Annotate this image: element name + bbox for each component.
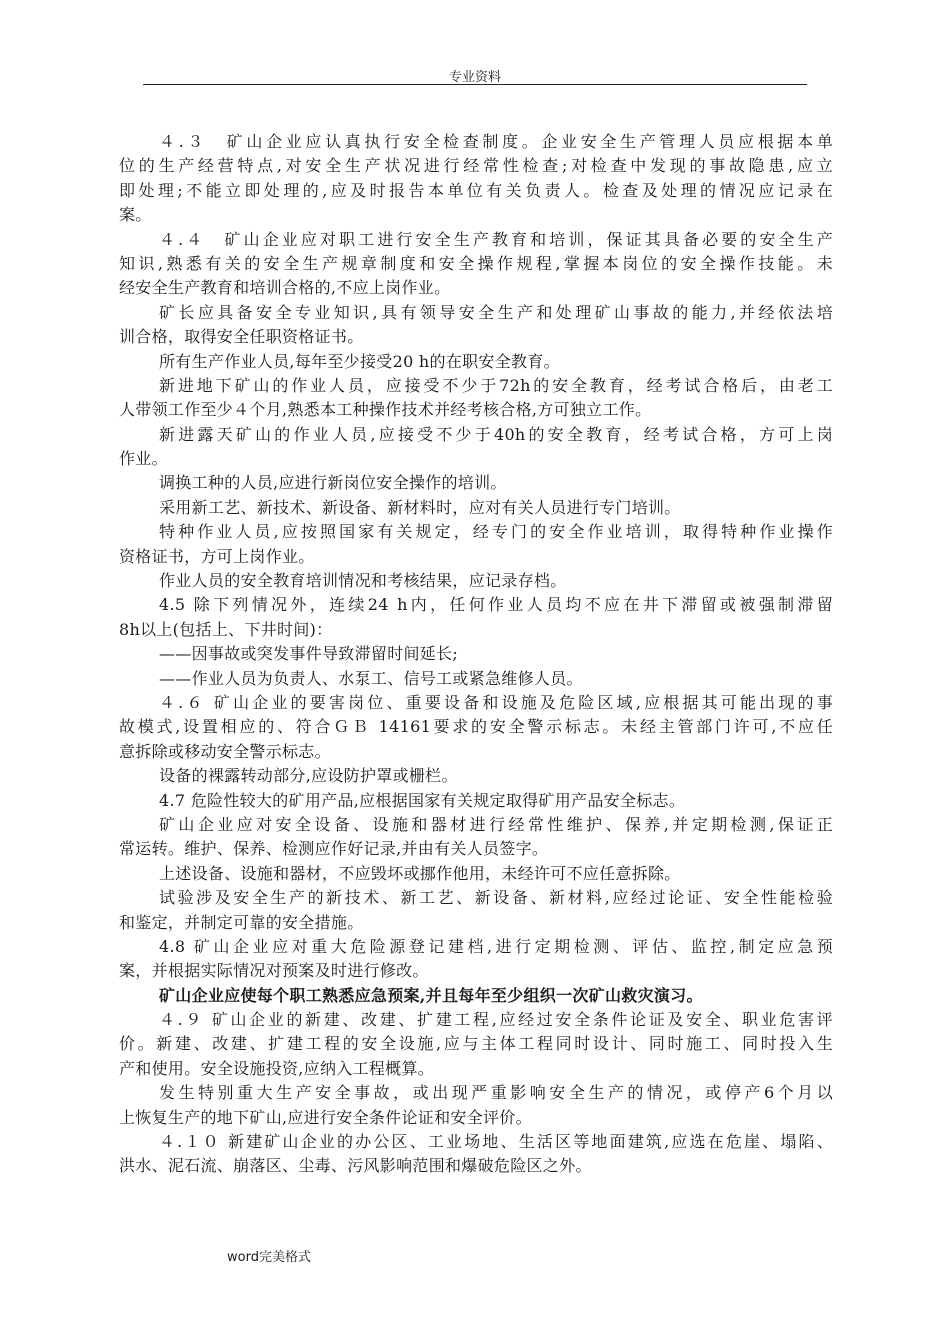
text-line: 试验涉及安全生产的新技术、新工艺、新设备、新材料,应经过论证、安全性能检验: [159, 888, 833, 908]
text-line: 矿山企业应对安全设备、设施和器材进行经常性维护、保养,并定期检测,保证正: [159, 814, 833, 834]
text-line: 8h以上(包括上、下井时间)：: [119, 619, 333, 639]
text-line: 案。: [119, 205, 152, 225]
text-line: 特种作业人员,应按照国家有关规定，经专门的安全作业培训，取得特种作业操作: [159, 522, 833, 542]
text-line: 上述设备、设施和器材，不应毁坏或挪作他用，未经许可不应任意拆除。: [159, 863, 681, 883]
text-line: 洪水、泥石流、崩落区、尘毒、污风影响范围和爆破危险区之外。: [119, 1156, 592, 1176]
text-line: 经安全生产教育和培训合格的,不应上岗作业。: [119, 278, 451, 298]
text-line: 常运转。维护、保养、检测应作好记录,并由有关人员签字。: [119, 839, 549, 859]
text-line: 即处理;不能立即处理的,应及时报告本单位有关负责人。检查及处理的情况应记录在: [119, 180, 833, 200]
text-line: 调换工种的人员,应进行新岗位安全操作的培训。: [159, 473, 507, 493]
text-line: 4.5 除下列情况外，连续24 h内，任何作业人员均不应在井下滞留或被强制滞留: [159, 595, 833, 615]
text-line: 作业。: [119, 449, 168, 469]
text-line-bold: 矿山企业应使每个职工熟悉应急预案,并且每年至少组织一次矿山救灾演习。: [159, 985, 703, 1005]
text-line: 案，并根据实际情况对预案及时进行修改。: [119, 961, 429, 981]
text-line: 矿长应具备安全专业知识,具有领导安全生产和处理矿山事故的能力,并经依法培: [159, 302, 833, 322]
text-line: 训合格，取得安全任职资格证书。: [119, 327, 364, 347]
text-line: 采用新工艺、新技术、新设备、新材料时，应对有关人员进行专门培训。: [159, 497, 681, 517]
text-line: 价。新建、改建、扩建工程的安全设施,应与主体工程同时设计、同时施工、同时投入生: [119, 1034, 833, 1054]
text-line: 设备的裸露转动部分,应设防护罩或栅栏。: [159, 766, 458, 786]
page-footer: word完美格式: [227, 1250, 311, 1265]
text-line: 发生特别重大生产安全事故，或出现严重影响安全生产的情况，或停产6个月以: [159, 1083, 833, 1103]
text-line: ４.９ 矿山企业的新建、改建、扩建工程,应经过安全条件论证及安全、职业危害评: [159, 1010, 833, 1030]
page-header: 专业资料: [448, 70, 501, 85]
text-line: ——因事故或突发事件导致滞留时间延长;: [159, 644, 459, 664]
document-body: [119, 130, 833, 1179]
text-line: 和鉴定，并制定可靠的安全措施。: [119, 912, 364, 932]
text-line: 作业人员的安全教育培训情况和考核结果，应记录存档。: [159, 571, 567, 591]
text-line: 意拆除或移动安全警示标志。: [119, 741, 331, 761]
header-divider: [143, 84, 807, 85]
text-line: 新进露天矿山的作业人员,应接受不少于40h的安全教育，经考试合格，方可上岗: [159, 424, 833, 444]
text-line: 知识,熟悉有关的安全生产规章制度和安全操作规程,掌握本岗位的安全操作技能。未: [119, 253, 833, 273]
text-line: 4.7 危险性较大的矿用产品,应根据国家有关规定取得矿用产品安全标志。: [159, 790, 686, 810]
text-line: 产和使用。安全设施投资,应纳入工程概算。: [119, 1058, 435, 1078]
text-line: ４.６ 矿山企业的要害岗位、重要设备和设施及危险区域,应根据其可能出现的事: [159, 692, 833, 712]
text-line: 所有生产作业人员,每年至少接受20 h的在职安全教育。: [159, 351, 560, 371]
text-line: ４.３ 矿山企业应认真执行安全检查制度。企业安全生产管理人员应根据本单: [159, 132, 833, 151]
text-line: 人带领工作至少４个月,熟悉本工种操作技术并经考核合格,方可独立工作。: [119, 400, 652, 420]
text-line: 位的生产经营特点,对安全生产状况进行经常性检查;对检查中发现的事故隐患,应立: [119, 156, 833, 176]
text-line: ——作业人员为负责人、水泵工、信号工或紧急维修人员。: [159, 668, 583, 688]
text-line: 故模式,设置相应的、符合ＧＢ 14161要求的安全警示标志。未经主管部门许可,不应任: [119, 717, 833, 737]
text-line: 上恢复生产的地下矿山,应进行安全条件论证和安全评价。: [119, 1107, 532, 1127]
text-line: 4.8 矿山企业应对重大危险源登记建档,进行定期检测、评估、监控,制定应急预: [159, 936, 833, 956]
text-line: ４.４ 矿山企业应对职工进行安全生产教育和培训，保证其具备必要的安全生产: [159, 229, 833, 249]
text-line: 新进地下矿山的作业人员，应接受不少于72h的安全教育，经考试合格后，由老工: [159, 375, 833, 395]
text-line: 资格证书，方可上岗作业。: [119, 546, 315, 566]
text-line: ４.１０ 新建矿山企业的办公区、工业场地、生活区等地面建筑,应选在危崖、塌陷、: [159, 1132, 833, 1152]
